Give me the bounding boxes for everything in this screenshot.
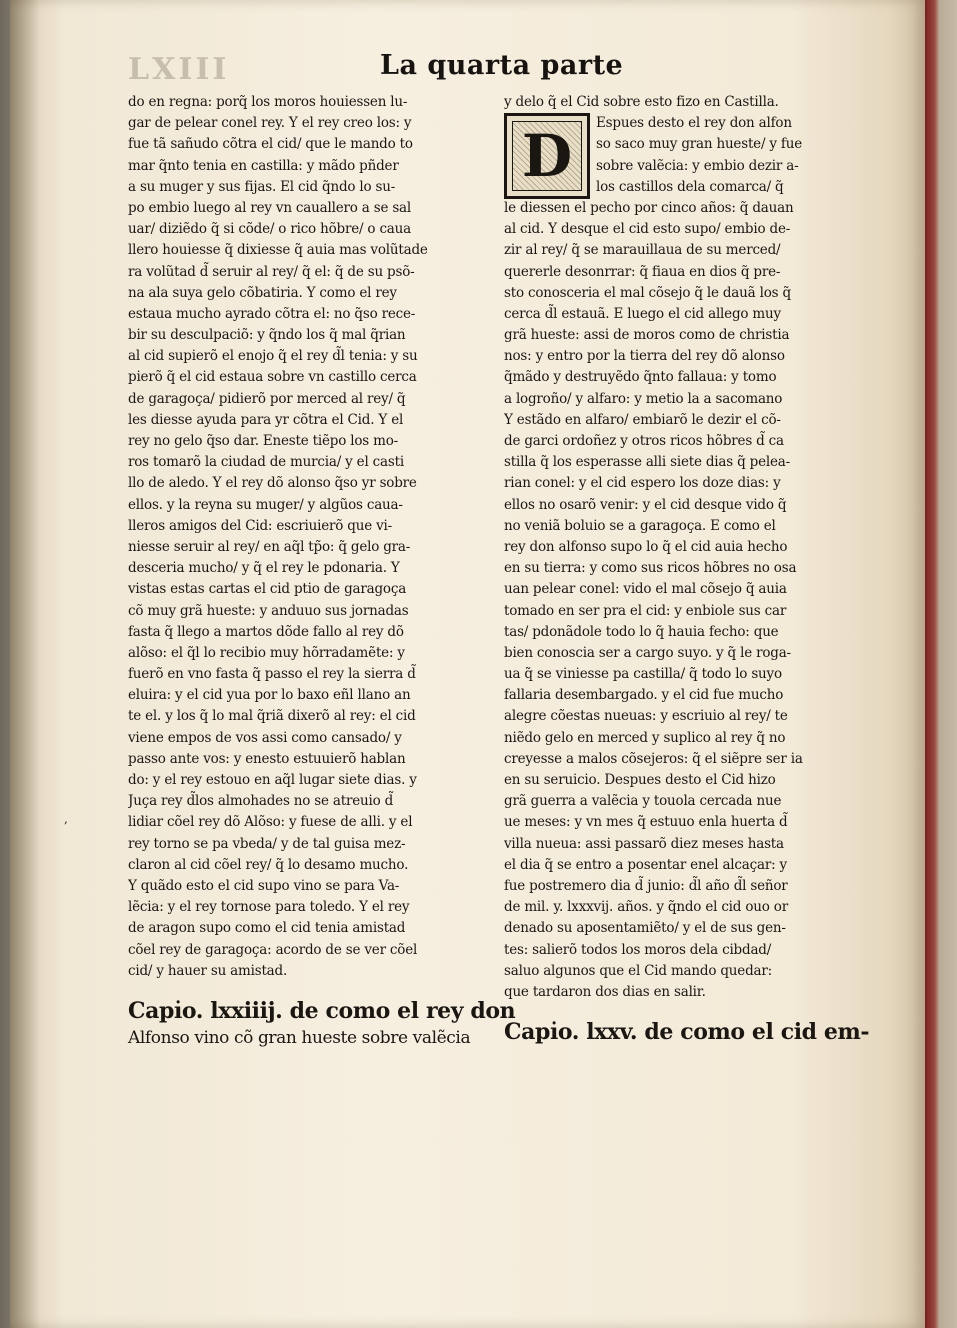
text-line: desceria mucho/ y q̃ el rey le pdonaria. Y bbox=[128, 560, 400, 577]
text-line: mar q̃nto tenia en castilla: y mãdo pñder bbox=[128, 157, 399, 174]
text-line: alõso: el q̃l lo recibio muy hõrradamẽte: y bbox=[128, 644, 405, 661]
text-line: ua q̃ se viniesse pa castilla/ q̃ todo lo suyo bbox=[504, 666, 782, 683]
text-line: Y quãdo esto el cid supo vino se para Va- bbox=[128, 877, 400, 894]
text-line: so saco muy gran hueste/ y fue bbox=[596, 136, 803, 153]
text-line: cerca d̃l estauã. E luego el cid allego muy bbox=[504, 305, 781, 322]
text-line: grã guerra a valẽcia y touola cercada nue bbox=[504, 793, 782, 810]
text-line: a logroño/ y alfaro: y metio la a sacomano bbox=[504, 390, 783, 407]
text-line: alegre cõestas nueuas: y escriuio al rey/ te bbox=[504, 708, 788, 725]
text-line: uan pelear conel: vido el mal cõsejo q̃ auia bbox=[504, 581, 787, 598]
text-line: claron al cid cõel rey/ q̃ lo desamo mucho. bbox=[128, 856, 409, 873]
text-line: uar/ diziẽdo q̃ si cõde/ o rico hõbre/ o caua bbox=[128, 221, 411, 238]
text-line: estaua mucho ayrado cõtra el: no q̃so rece- bbox=[128, 305, 416, 322]
text-line: en su tierra: y como sus ricos hõbres no osa bbox=[504, 560, 797, 577]
text-line: saluo algunos que el Cid mando quedar: bbox=[504, 962, 772, 979]
text-line: ue meses: y vn mes q̃ estuuo enla huerta d̃ bbox=[504, 814, 788, 831]
text-line: Y estãdo en alfaro/ embiarõ le dezir el cõ- bbox=[504, 411, 781, 428]
text-line: les diesse ayuda para yr cõtra el Cid. Y el bbox=[128, 411, 404, 428]
text-line: villa nueua: assi passarõ diez meses hasta bbox=[504, 835, 784, 852]
text-line: de aragon supo como el cid tenia amistad bbox=[128, 920, 406, 937]
text-line: ellos. y la reyna su muger/ y algũos caua- bbox=[128, 496, 403, 513]
text-line: do: y el rey estouo en aq̃l lugar siete dias. y bbox=[128, 772, 417, 788]
text-line: ros tomarõ la ciudad de murcia/ y el casti bbox=[128, 454, 404, 471]
text-line: tes: salierõ todos los moros dela cibdad/ bbox=[504, 941, 772, 958]
text-line: al cid supierõ el enojo q̃ el rey d̃l tenia: y su bbox=[128, 348, 418, 365]
text-line: en su seruicio. Despues desto el Cid hizo bbox=[504, 772, 776, 788]
initial-letter: D bbox=[521, 121, 573, 190]
text-line: eluira: y el cid yua por lo baxo eñl llano an bbox=[128, 687, 411, 704]
text-line: do en regna: porq̃ los moros houiessen lu- bbox=[128, 94, 408, 110]
text-line: Juça rey d̃los almohades no se atreuio d̃ bbox=[128, 793, 394, 810]
text-line: ra volũtad d̃ seruir al rey/ q̃ el: q̃ de su psõ- bbox=[128, 263, 415, 280]
text-line: rey torno se pa vbeda/ y de tal guisa mez- bbox=[128, 835, 406, 852]
text-line: niesse seruir al rey/ en aq̃l tp̃o: q̃ gelo gra- bbox=[128, 538, 411, 555]
text-line: q̃mãdo y destruyẽdo q̃nto fallaua: y tomo bbox=[504, 369, 777, 386]
text-line: ellos no osarõ venir: y el cid desque vido q̃ bbox=[504, 496, 787, 513]
text-line: le diessen el pecho por cinco años: q̃ dauan bbox=[504, 199, 794, 216]
text-line: viene empos de vos assi como cansado/ y bbox=[128, 729, 402, 746]
chapter-heading-lxxv: Capi̇o. lxxv. de como el cid em- bbox=[504, 1019, 870, 1046]
text-line: niẽdo gelo en merced y suplico al rey q̃ no bbox=[504, 729, 786, 746]
text-line: el dia q̃ se entro a posentar enel alcaçar: y bbox=[504, 856, 787, 873]
initial-block bbox=[504, 113, 854, 198]
text-line: cid/ y hauer su amistad. bbox=[128, 962, 288, 979]
chapter-heading-lxxiiij-continued: Alfonso vino cõ gran hueste sobre valẽcia bbox=[128, 1027, 471, 1048]
left-column-text bbox=[128, 92, 478, 982]
text-line: te el. y los q̃ lo mal q̃riã dixerõ al rey: el cid bbox=[128, 708, 416, 725]
margin-mark: , bbox=[64, 812, 68, 826]
chapter-heading-lxxiiij: Capi̇o. lxxiiij. de como el rey don bbox=[128, 997, 516, 1024]
text-line: llero houiesse q̃ dixiesse q̃ auia mas volũtade bbox=[128, 242, 428, 259]
text-line: grã hueste: assi de moros como de christia bbox=[504, 327, 790, 344]
text-line: cõ muy grã hueste: y anduuo sus jornadas bbox=[128, 602, 409, 619]
text-line: stilla q̃ los esperasse alli siete dias q̃ pelea- bbox=[504, 454, 790, 471]
text-line: passo ante vos: y enesto estuuierõ hablan bbox=[128, 750, 406, 767]
text-line: lẽcia: y el rey tornose para toledo. Y el rey bbox=[128, 899, 410, 916]
text-line: rey no gelo q̃so dar. Eneste tiẽpo los mo- bbox=[128, 433, 398, 449]
text-line: sto conosceria el mal cõsejo q̃ le dauã los q̃ bbox=[504, 284, 791, 301]
text-line: sobre valẽcia: y embio dezir a- bbox=[596, 157, 799, 174]
text-line: zir al rey/ q̃ se marauillaua de su merced/ bbox=[504, 242, 781, 259]
running-head: La quarta parte bbox=[380, 50, 624, 81]
text-line: pierõ q̃ el cid estaua sobre vn castillo cerca bbox=[128, 369, 417, 386]
text-line: cõel rey de garagoça: acordo de se ver cõel bbox=[128, 941, 418, 958]
text-line: rian conel: y el cid espero los doze dias: y bbox=[504, 475, 781, 492]
ghost-folio-bleedthrough: LXIII bbox=[128, 52, 230, 87]
text-line: de garci ordoñez y otros ricos hõbres d̃ ca bbox=[504, 433, 784, 449]
text-line: na ala suya gelo cõbatiria. Y como el rey bbox=[128, 284, 397, 301]
text-line: lidiar cõel rey dõ Alõso: y fuese de alli. y el bbox=[128, 814, 413, 831]
text-line: fallaria desembargado. y el cid fue mucho bbox=[504, 687, 784, 704]
text-line: vistas estas cartas el cid ptio de garagoça bbox=[128, 581, 407, 598]
text-line: fuerõ en vno fasta q̃ passo el rey la sierra d̃ bbox=[128, 666, 416, 683]
text-line: a su muger y sus fijas. El cid q̃ndo lo su- bbox=[128, 178, 396, 195]
right-column-text bbox=[504, 198, 854, 1003]
text-line: denado su aposentamiẽto/ y el de sus gen- bbox=[504, 920, 786, 937]
text-line: bir su desculpaciõ: y q̃ndo los q̃ mal q̃rian bbox=[128, 327, 406, 344]
text-line: lleros amigos del Cid: escriuierõ que vi- bbox=[128, 517, 392, 534]
text-line: po embio luego al rey vn cauallero a se sal bbox=[128, 199, 412, 216]
decorated-initial-d bbox=[504, 113, 590, 199]
text-line: rey don alfonso supo lo q̃ el cid auia hecho bbox=[504, 538, 788, 555]
text-line: tomado en ser pra el cid: y enbiole sus car bbox=[504, 602, 787, 619]
text-line: no veniã boluio se a garagoça. E como el bbox=[504, 517, 776, 534]
next-page-edge bbox=[925, 0, 957, 1328]
text-line: que tardaron dos dias en salir. bbox=[504, 983, 706, 1000]
text-line: de mil. y. lxxxvij. años. y q̃ndo el cid ouo or bbox=[504, 899, 788, 916]
text-line: al cid. Y desque el cid esto supo/ embio de- bbox=[504, 221, 791, 238]
text-line: creyesse a malos cõsejeros: q̃ el siẽpre ser ia bbox=[504, 750, 803, 767]
right-column bbox=[504, 92, 870, 1047]
text-line: quererle desonrrar: q̃ fiaua en dios q̃ pre- bbox=[504, 263, 781, 280]
left-column bbox=[128, 92, 516, 1050]
text-line: los castillos dela comarca/ q̃ bbox=[596, 178, 784, 195]
text-line: Espues desto el rey don alfon bbox=[596, 115, 792, 132]
text-line: gar de pelear conel rey. Y el rey creo los: y bbox=[128, 115, 412, 132]
text-line: nos: y entro por la tierra del rey dõ alonso bbox=[504, 348, 785, 365]
text-line: fue postremero dia d̃ junio: d̃l año d̃l señor bbox=[504, 877, 788, 894]
text-line: fue tã sañudo cõtra el cid/ que le mando to bbox=[128, 136, 413, 153]
page-gutter-shadow bbox=[10, 0, 40, 1328]
chapter-heading-continuation: y delo q̃ el Cid sobre esto fizo en Castilla. bbox=[504, 94, 779, 110]
text-line: bien conoscia ser a cargo suyo. y q̃ le roga- bbox=[504, 644, 791, 661]
text-line: de garagoça/ pidierõ por merced al rey/ q̃ bbox=[128, 390, 406, 407]
text-line: llo de aledo. Y el rey dõ alonso q̃so yr sobre bbox=[128, 475, 417, 492]
text-line: tas/ pdonãdole todo lo q̃ hauia fecho: que bbox=[504, 623, 779, 640]
text-line: fasta q̃ llego a martos dõde fallo al rey dõ bbox=[128, 623, 404, 640]
